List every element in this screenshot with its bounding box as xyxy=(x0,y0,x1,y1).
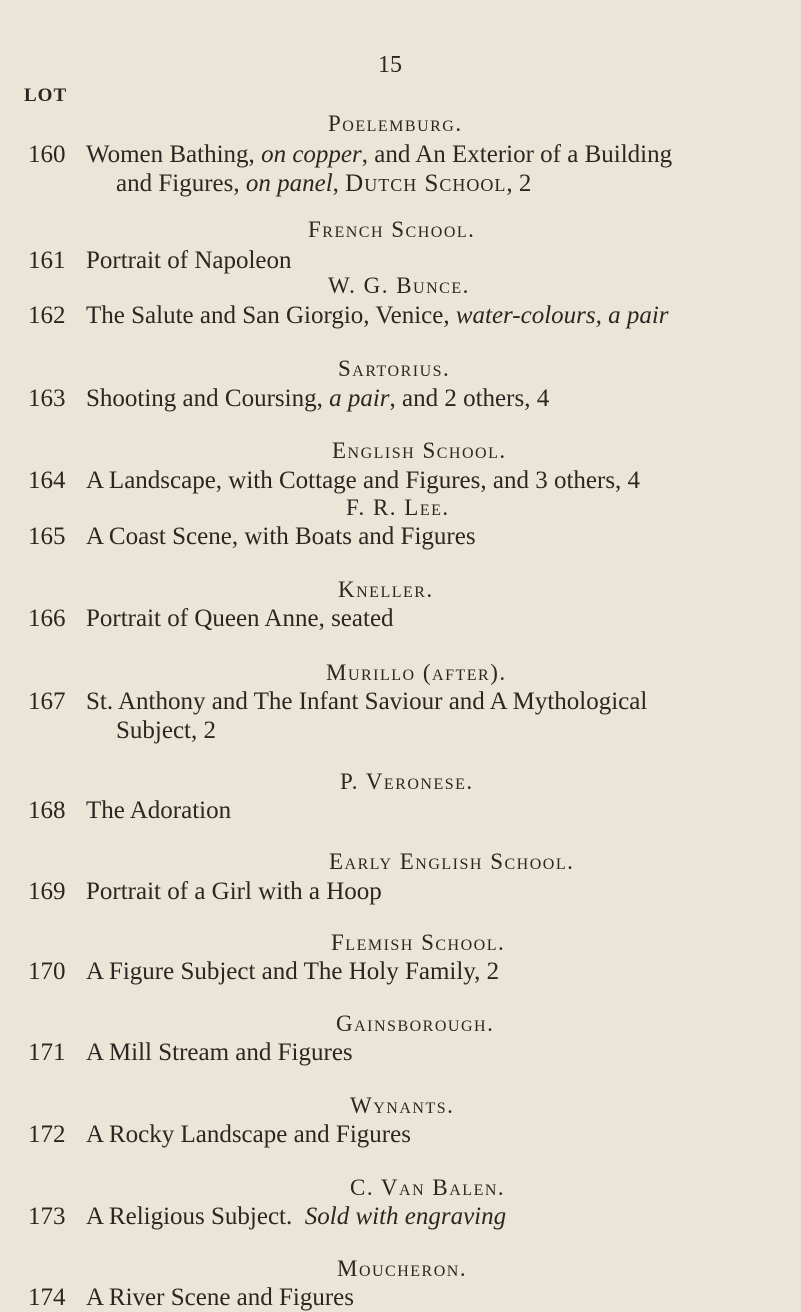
lot-number: 167 xyxy=(28,688,66,715)
lot-description: A Religious Subject. Sold with engraving xyxy=(86,1203,507,1230)
artist-name: C. Van Balen. xyxy=(350,1175,506,1200)
lot-column-heading: LOT xyxy=(24,85,68,106)
lot-description: Portrait of Napoleon xyxy=(86,247,292,274)
artist-name: Wynants. xyxy=(350,1093,455,1118)
lot-description: The Adoration xyxy=(86,797,232,824)
artist-name: F. R. Lee. xyxy=(346,495,450,520)
lot-number: 160 xyxy=(28,141,66,168)
lot-description: St. Anthony and The Infant Saviour and A Mythological xyxy=(86,688,648,715)
lot-number: 174 xyxy=(28,1284,66,1311)
lot-number: 166 xyxy=(28,605,66,632)
lot-number: 168 xyxy=(28,797,66,824)
artist-name: W. G. Bunce. xyxy=(328,273,470,298)
lot-description-continued: and Figures, on panel, Dutch School, 2 xyxy=(116,170,532,197)
artist-name: Flemish School. xyxy=(331,930,506,955)
lot-description: Shooting and Coursing, a pair, and 2 others, 4 xyxy=(86,385,550,412)
lot-description-continued: Subject, 2 xyxy=(116,717,216,744)
lot-description: The Salute and San Giorgio, Venice, water-colours, a pair xyxy=(86,302,669,329)
artist-name: P. Veronese. xyxy=(340,769,474,794)
lot-number: 164 xyxy=(28,467,66,494)
lot-number: 161 xyxy=(28,247,66,274)
lot-description: A Rocky Landscape and Figures xyxy=(86,1121,411,1148)
lot-number: 169 xyxy=(28,878,66,905)
artist-name: Poelemburg. xyxy=(328,111,463,136)
lot-description: Portrait of a Girl with a Hoop xyxy=(86,878,382,905)
lot-description: A River Scene and Figures xyxy=(86,1284,355,1311)
lot-description: Women Bathing, on copper, and An Exterior of a Building xyxy=(86,141,673,168)
lot-description: Portrait of Queen Anne, seated xyxy=(86,605,394,632)
lot-number: 170 xyxy=(28,958,66,985)
artist-name: English School. xyxy=(332,438,507,463)
artist-name: Moucheron. xyxy=(337,1256,468,1281)
lot-number: 171 xyxy=(28,1039,66,1066)
lot-number: 163 xyxy=(28,385,66,412)
lot-number: 165 xyxy=(28,523,66,550)
lot-number: 162 xyxy=(28,302,66,329)
lot-description: A Figure Subject and The Holy Family, 2 xyxy=(86,958,500,985)
artist-name: Sartorius. xyxy=(338,356,451,381)
artist-name: Gainsborough. xyxy=(336,1011,495,1036)
page-number: 15 xyxy=(378,52,402,78)
lot-number: 172 xyxy=(28,1121,66,1148)
artist-name: French School. xyxy=(308,217,476,242)
artist-name: Kneller. xyxy=(338,577,434,602)
artist-name: Murillo (after). xyxy=(326,660,507,685)
lot-description: A Landscape, with Cottage and Figures, and 3 others, 4 xyxy=(86,467,641,494)
lot-number: 173 xyxy=(28,1203,66,1230)
artist-name: Early English School. xyxy=(329,849,575,874)
lot-description: A Mill Stream and Figures xyxy=(86,1039,353,1066)
lot-description: A Coast Scene, with Boats and Figures xyxy=(86,523,476,550)
